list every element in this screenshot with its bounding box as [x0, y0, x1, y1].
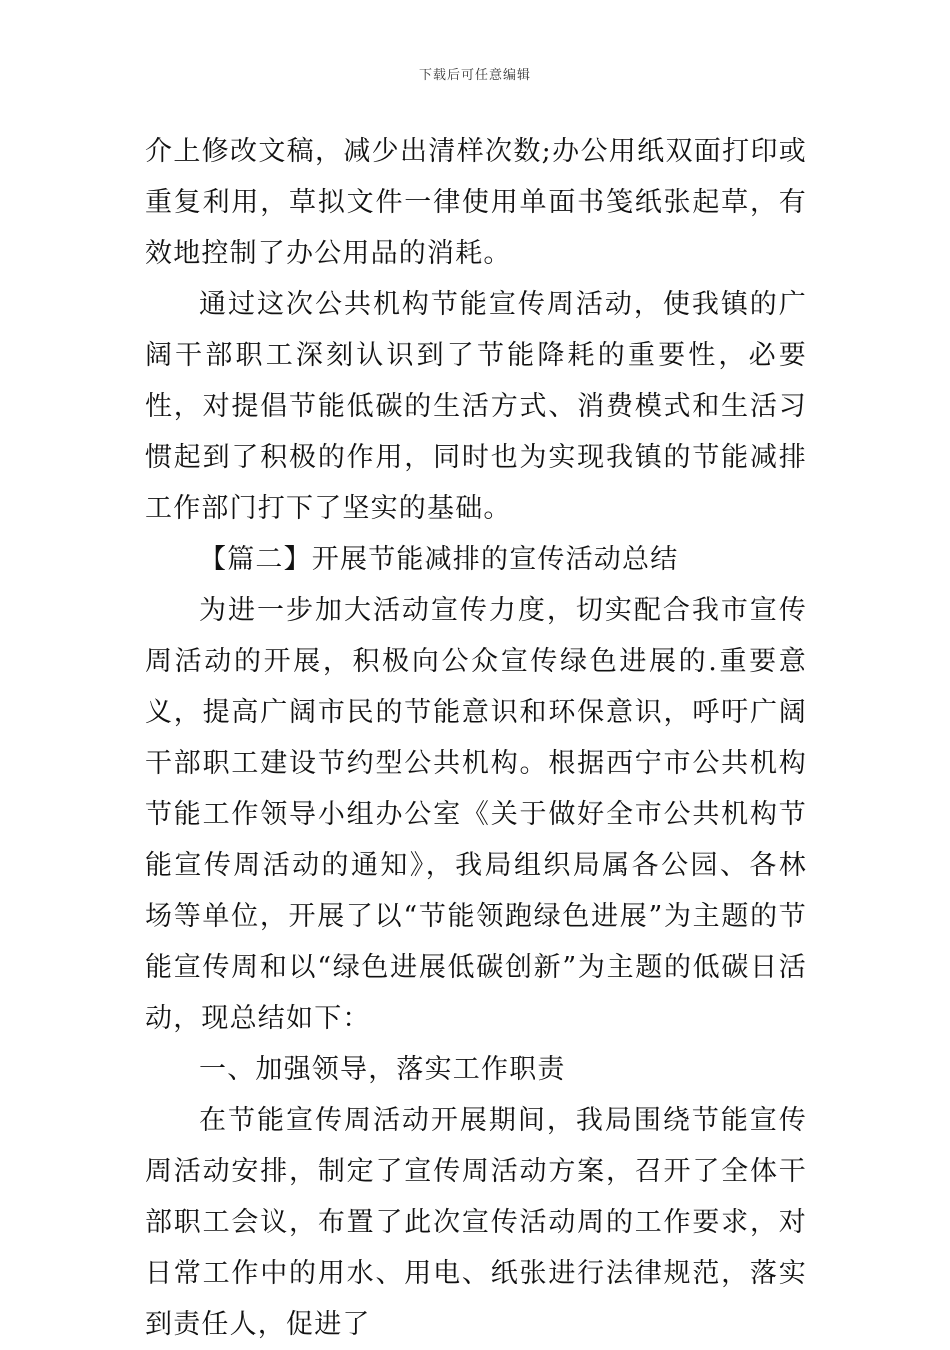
page-header-note: 下载后可任意编辑	[418, 68, 531, 83]
section-heading: 一、加强领导，落实工作职责	[199, 1054, 566, 1085]
paragraph-continuation: 介上修改文稿，减少出清样次数;办公用纸双面打印或重复利用，草拟文件一律使用单面书笺纸张起草，有效地控制了办公用品的消耗。	[145, 136, 807, 269]
paragraph-body: 在节能宣传周活动开展期间，我局围绕节能宣传周活动安排，制定了宣传周活动方案，召开了全体干部职工会议，布置了此次宣传活动周的工作要求，对日常工作中的用水、用电、纸张进行法律规范，落实到责任人，促进了	[145, 1105, 807, 1340]
section-title: 【篇二】开展节能减排的宣传活动总结	[199, 544, 679, 575]
paragraph-summary: 通过这次公共机构节能宣传周活动，使我镇的广阔干部职工深刻认识到了节能降耗的重要性，必要性，对提倡节能低碳的生活方式、消费模式和生活习惯起到了积极的作用，同时也为实现我镇的节能减排工作部门打下了坚实的基础。	[145, 289, 807, 524]
paragraph-intro: 为进一步加大活动宣传力度，切实配合我市宣传周活动的开展，积极向公众宣传绿色进展的.重要意义，提高广阔市民的节能意识和环保意识，呼吁广阔干部职工建设节约型公共机构。根据西宁市公共机构节能工作领导小组办公室《关于做好全市公共机构节能宣传周活动的通知》，我局组织局属各公园、各林场等单位，开展了以“节能领跑绿色进展”为主题的节能宣传周和以“绿色进展低碳创新”为主题的低碳日活动，现总结如下：	[145, 595, 807, 1034]
document-body	[145, 126, 807, 1350]
